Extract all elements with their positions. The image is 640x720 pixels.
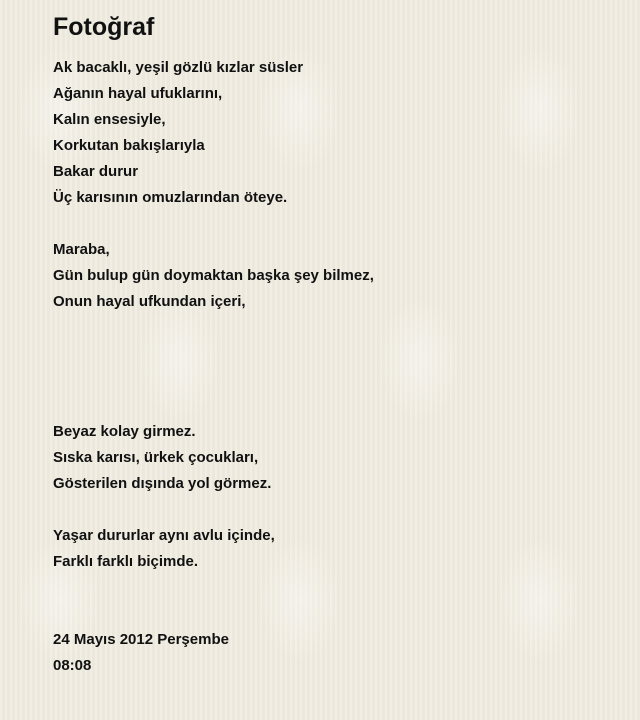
stanza-spacer bbox=[53, 575, 613, 601]
poem-line: Kalın ensesiyle, bbox=[53, 111, 166, 128]
poem-page bbox=[53, 12, 613, 674]
poem-line: Ağanın hayal ufuklarını, bbox=[53, 85, 223, 102]
stanza-3 bbox=[53, 419, 613, 497]
poem-line: Gösterilen dışında yol görmez. bbox=[53, 475, 272, 492]
stanza-spacer bbox=[53, 393, 613, 419]
poem-line: Ak bacaklı, yeşil gözlü kızlar süsler bbox=[53, 59, 304, 76]
stanza-spacer bbox=[53, 497, 613, 523]
poem-body bbox=[53, 55, 613, 679]
stanza-2 bbox=[53, 237, 613, 315]
poem-line: Farklı farklı biçimde. bbox=[53, 553, 199, 570]
poem-time: 08:08 bbox=[53, 657, 92, 674]
stanza-spacer bbox=[53, 601, 613, 627]
poem-date: 24 Mayıs 2012 Perşembe bbox=[53, 631, 229, 648]
stanza-spacer bbox=[53, 341, 613, 367]
poem-line: Sıska karısı, ürkek çocukları, bbox=[53, 449, 259, 466]
stanza-4 bbox=[53, 523, 613, 575]
poem-line: Üç karısının omuzlarından öteye. bbox=[53, 189, 288, 206]
poem-footer bbox=[53, 627, 613, 679]
poem-line: Yaşar dururlar aynı avlu içinde, bbox=[53, 527, 275, 544]
stanza-spacer bbox=[53, 367, 613, 393]
poem-line: Onun hayal ufkundan içeri, bbox=[53, 293, 246, 310]
stanza-spacer bbox=[53, 211, 613, 237]
poem-line: Beyaz kolay girmez. bbox=[53, 423, 196, 440]
stanza-spacer bbox=[53, 315, 613, 341]
poem-title: Fotoğraf bbox=[53, 13, 155, 41]
poem-line: Bakar durur bbox=[53, 163, 139, 180]
stanza-1 bbox=[53, 55, 613, 211]
poem-line: Maraba, bbox=[53, 241, 110, 258]
poem-line: Korkutan bakışlarıyla bbox=[53, 137, 205, 154]
poem-line: Gün bulup gün doymaktan başka şey bilmez, bbox=[53, 267, 374, 284]
